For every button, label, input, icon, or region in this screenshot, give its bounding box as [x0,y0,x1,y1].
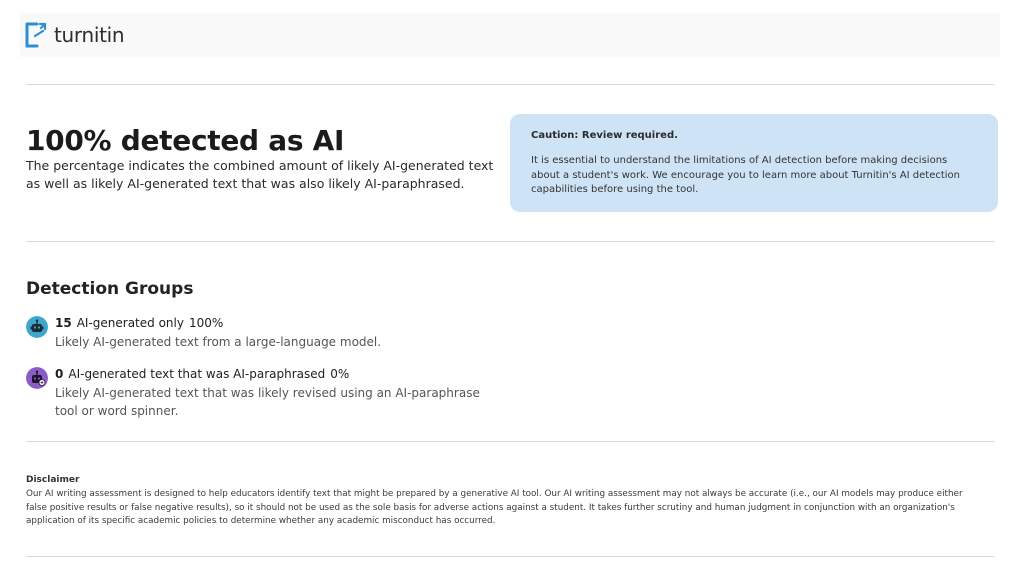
divider [26,241,994,242]
group-count: 15 [55,316,72,330]
group-label: AI-generated only [76,316,184,330]
group-label: AI-generated text that was AI-paraphrased [68,367,326,381]
caution-box [510,114,998,212]
group-percent: 100% [188,316,224,330]
group-text [55,366,505,420]
disclaimer-title: Disclaimer [26,475,80,485]
ai-score-description: The percentage indicates the combined amount of likely AI-generated text as well as likely AI-generated text that was also likely AI-paraphrased. [26,158,494,191]
disclaimer-body: Our AI writing assessment is designed to help educators identify text that might be prepared by a generative AI tool. Our AI writing assessment may not always be accurate (i.e., our AI models may produce either false positive results or false negative results), so it should not be used as the sole basis for adverse actions against a student. It takes further scrutiny and human judgment in conjunction with an organization's application of its specific academic policies to determine whether any academic misconduct has occurred. [26,489,963,526]
detection-group-ai-only [26,315,506,355]
caution-title: Caution: Review required. [531,130,678,141]
group-percent: 0% [330,367,350,381]
group-description: Likely AI-generated text from a large-language model. [55,335,382,349]
turnitin-logo-icon [24,20,48,50]
group-summary-line [55,366,505,382]
divider [26,84,994,85]
caution-body: It is essential to understand the limitations of AI detection before making decisions about a student's work. We encourage you to learn more about Turnitin's AI detection capabilities before using the tool. [531,155,960,195]
ai-score-headline: 100% detected as AI [26,124,345,157]
paraphrase-robot-icon [26,367,48,389]
group-summary-line [55,315,505,331]
detection-groups-title: Detection Groups [26,279,194,299]
turnitin-logo [24,18,124,52]
brand-name: turnitin [54,23,125,47]
header-band [20,13,1000,57]
group-count: 0 [55,367,64,381]
divider [26,441,994,442]
group-text [55,315,505,352]
divider [26,556,994,557]
detection-group-ai-paraphrased [26,366,506,418]
group-description: Likely AI-generated text that was likely revised using an AI-paraphrase tool or word spinner. [55,386,480,418]
robot-icon [26,316,48,338]
